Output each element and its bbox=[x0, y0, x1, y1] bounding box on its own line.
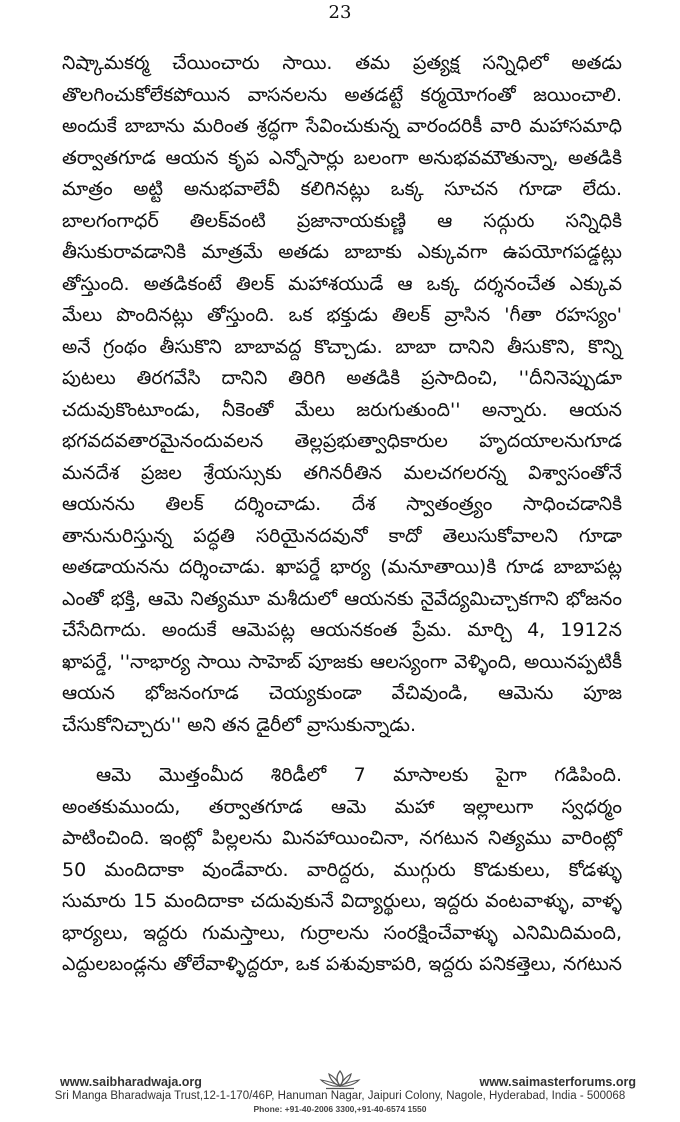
text-line: పుటలు తిరగవేసి దానిని తిరిగి అతడికి ప్రసాదించి, ''దీనినెప్పుడూ bbox=[62, 367, 622, 389]
text-line: మనదేశ ప్రజల శ్రేయస్సుకు తగినరీతిన మలచగలరన్న విశ్వాసంతోనే bbox=[62, 461, 622, 484]
text-line: చేసేదిగాదు. అందుకే ఆమెపట్ల ఆయనకంత ప్రేమ. మార్చి 4, 1912న bbox=[62, 619, 622, 641]
text-line: బాలగంగాధర్ తిలక్‌వంటి ప్రజానాయకుణ్ణి ఆ సద్గురు సన్నిధికి bbox=[62, 209, 622, 232]
text-line: ఆయనను తిలక్ దర్శించాడు. దేశ స్వాతంత్ర్యం సాధించడానికి bbox=[62, 493, 622, 515]
text-line: ఆయన భోజనంగూడ చెయ్యకుండా వేచివుండి, ఆమెను పూజ bbox=[62, 682, 622, 704]
text-line: అంతకుముందు, తర్వాతగూడ ఆమె మహా ఇల్లాలుగా స్వధర్మం bbox=[62, 795, 622, 818]
text-line: మాత్రం అట్టి అనుభవాలేవీ కలిగినట్లు ఒక్క సూచన గూడా లేదు. bbox=[62, 178, 622, 200]
text-line: తొలగించుకోలేకపోయిన వాసనలను అతడట్టే కర్మయోగంతో జయించాలి. bbox=[62, 83, 622, 106]
text-line: ఎద్దులబండ్లను తోలేవాళ్ళిద్దరూ, ఒక పశువుకాపరి, ఇద్దరు పనికత్తెలు, నగటున bbox=[62, 953, 622, 975]
paragraph-2 bbox=[62, 760, 622, 981]
text-line: నిష్కామకర్మ చేయించారు సాయి. తమ ప్రత్యక్ష సన్నిధిలో అతడు bbox=[62, 52, 622, 74]
page-footer bbox=[0, 1068, 680, 1122]
text-line: 50 మందిదాకా వుండేవారు. వారిద్దరు, ముగ్గురు కొడుకులు, కోడళ్ళు bbox=[62, 858, 622, 881]
text-line: చేసుకోనిచ్చారు'' అని తన డైరీలో వ్రాసుకున్నాడు. bbox=[62, 713, 417, 736]
page-number: 23 bbox=[328, 2, 352, 23]
text-line: చదువుకొంటూండు, నీకెంతో మేలు జరుగుతుంది'' అన్నారు. ఆయన bbox=[62, 398, 622, 421]
website-link-left[interactable]: www.saibharadwaja.org bbox=[60, 1075, 202, 1089]
text-line: తానునురిస్తున్న పద్ధతి సరియైనదవునో కాదో తెలుసుకోవాలని గూడా bbox=[62, 524, 622, 547]
trust-address: Sri Manga Bharadwaja Trust,12-1-170/46P, Hanuman Nagar, Jaipuri Colony, Nagole, Hyderabad, India - 500068 bbox=[54, 1090, 626, 1102]
website-link-right[interactable]: www.saimasterforums.org bbox=[479, 1075, 636, 1089]
phone-numbers: Phone: +91-40-2006 3300,+91-40-6574 1550 bbox=[253, 1104, 427, 1114]
document-body bbox=[62, 48, 622, 981]
lotus-emblem-icon bbox=[318, 1068, 362, 1090]
text-line: భగవదవతారమైనందువలన తెల్లప్రభుత్వాధికారుల హృదయాలనుగూడ bbox=[62, 430, 622, 452]
text-line: తోస్తుంది. అతడికంటే తిలక్ మహాశయుడే ఆ ఒక్క దర్శనంచేత ఎక్కువ bbox=[62, 272, 622, 295]
text-line: ఖాపర్డే, ''నాభార్య సాయి సాహెబ్ పూజకు ఆలస్యంగా వెళ్ళింది, అయినప్పటికీ bbox=[62, 650, 622, 673]
text-line: పాటించింది. ఇంట్లో పిల్లలను మినహాయించినా, నగటున నిత్యము వారింట్లో bbox=[62, 827, 622, 849]
text-line: తర్వాతగూడ ఆయన కృప ఎన్నోసార్లు బలంగా అనుభవమౌతున్నా, అతడికి bbox=[62, 146, 622, 169]
text-line: ఎంతో భక్తి, ఆమె నిత్యమూ మశీదులో ఆయనకు నైవేద్యమిచ్చాకగాని భోజనం bbox=[62, 587, 622, 610]
text-line: ఆమె మొత్తంమీద శిరిడీలో 7 మాసాలకు పైగా గడిపింది. bbox=[96, 764, 622, 786]
text-line: అందుకే బాబాను మరింత శ్రద్ధగా సేవించుకున్న వారందరికీ వారి మహాసమాధి bbox=[62, 115, 622, 137]
text-line: అనే గ్రంథం తీసుకొని బాబావద్ద కొచ్చాడు. బాబా దానిని తీసుకొని, కొన్ని bbox=[62, 335, 622, 358]
text-line: మేలు పొందినట్లు తోస్తుంది. ఒక భక్తుడు తిలక్ వ్రాసిన 'గీతా రహస్యం' bbox=[62, 304, 622, 326]
text-line: సుమారు 15 మందిదాకా చదువుకునే విద్యార్థులు, ఇద్దరు వంటవాళ్ళు, వాళ్ళ bbox=[62, 890, 622, 912]
text-line: అతడాయనను దర్శించాడు. ఖాపర్డే భార్య (మనూతాయి)కి గూడ బాబాపట్ల bbox=[62, 556, 622, 578]
paragraph-1 bbox=[62, 48, 622, 741]
text-line: తీసుకురావడానికి మాత్రమే అతడు బాబాకు ఎక్కువగా ఉపయోగపడ్డట్లు bbox=[62, 241, 622, 263]
text-line: భార్యలు, ఇద్దరు గుమస్తాలు, గుర్రాలను సంరక్షించేవాళ్ళు ఎనిమిదిమంది, bbox=[62, 921, 622, 944]
